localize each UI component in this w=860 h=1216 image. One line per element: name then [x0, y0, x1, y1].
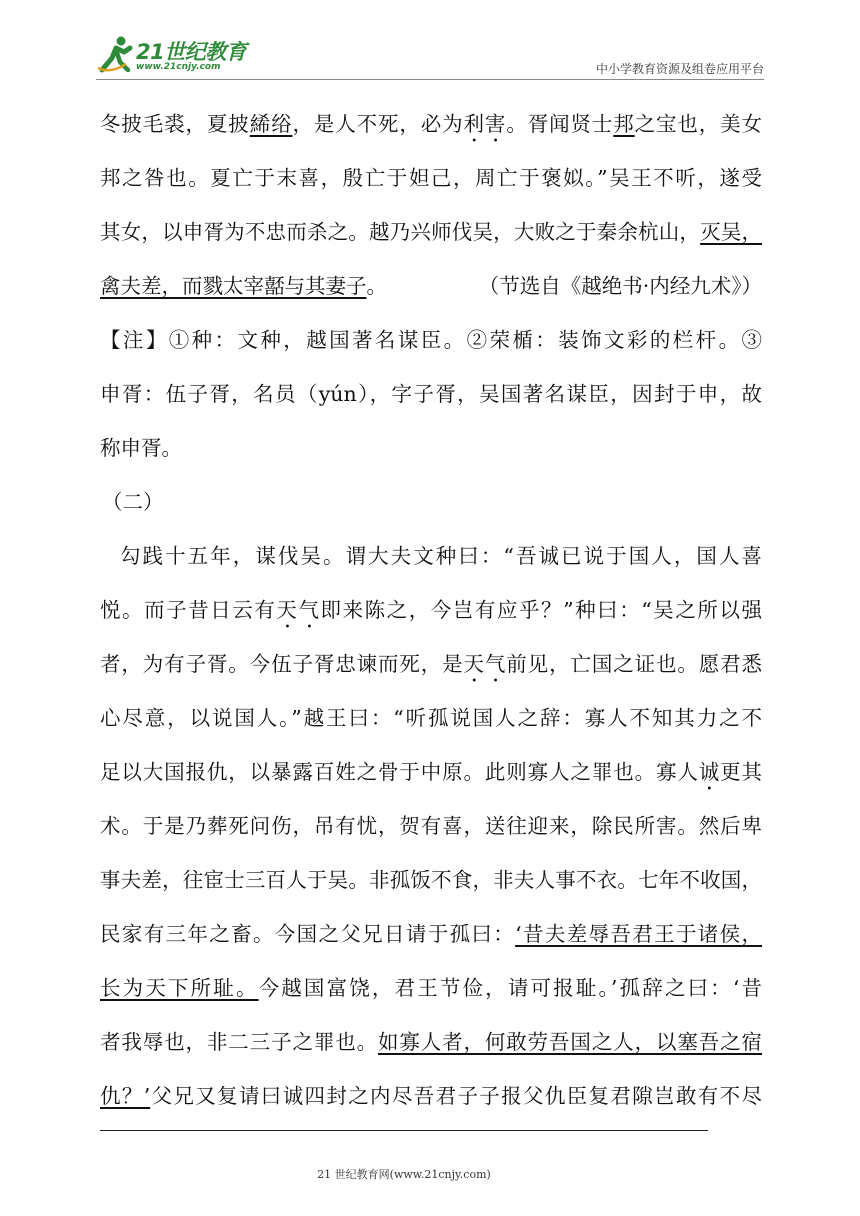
logo-text: 21世纪教育: [136, 40, 247, 64]
text-line: 冬披毛裘，夏披絺绤，是人不死，必为利害。胥闻贤士邦之宝也，美女: [100, 112, 763, 136]
dotted-word: 利害: [463, 112, 507, 136]
text-line: 邦之咎也。夏亡于末喜，殷亡于妲己，周亡于褒姒。”吴王不听，遂受: [100, 166, 762, 190]
source-citation: （节选自《越绝书·内经九术》）: [478, 274, 762, 298]
logo-url: www.21cnjy.com: [136, 62, 221, 72]
dotted-word: 天气: [463, 652, 507, 676]
underlined-sentence: 长为天下所耻。: [100, 976, 259, 1000]
underlined-sentence: 禽夫差，而戮太宰嚭与其妻子: [100, 274, 367, 298]
dotted-word: 天气: [276, 598, 321, 622]
text-line: 术。于是乃葬死问伤，吊有忧，贺有喜，送往迎来，除民所害。然后卑: [100, 814, 762, 838]
text-line: 足以大国报仇，以暴露百姓之骨于中原。此则寡人之罪也。寡人诚更其: [100, 760, 763, 784]
note-line: 申胥：伍子胥，名员（yún），字子胥，吴国著名谋臣，因封于申，故: [100, 382, 762, 406]
text-line: 仇？’父兄又复请曰诚四封之内尽吾君子子报父仇臣复君隙岂敢有不尽: [100, 1084, 762, 1108]
footer-divider: [100, 1130, 708, 1131]
text-line: 悦。而子昔日云有天气即来陈之，今岂有应乎？”种曰：“吴之所以强: [100, 598, 763, 622]
text-line: 禽夫差，而戮太宰嚭与其妻子。 （节选自《越绝书·内经九术》）: [100, 274, 762, 298]
note-line: 称申胥。: [100, 436, 182, 460]
text-line: 心尽意，以说国人。”越王曰：“听孤说国人之辞：寡人不知其力之不: [100, 706, 762, 730]
underlined-sentence: 灭吴，: [700, 220, 763, 244]
text-line: 者我辱也，非二三子之罪也。如寡人者，何敢劳吾国之人，以塞吾之宿: [100, 1030, 762, 1054]
site-logo: [96, 34, 266, 76]
text-line: 者，为有子胥。今伍子胥忠谏而死，是天气前见，亡国之证也。愿君悉: [100, 652, 763, 676]
underlined-sentence: 如寡人者，何敢劳吾国之人，以塞吾之宿: [377, 1030, 762, 1054]
page-footer: 21 世纪教育网(www.21cnjy.com): [317, 1168, 491, 1181]
page-header: [96, 34, 764, 80]
text-line: 勾践十五年，谋伐吴。谓大夫文种曰：“吾诚已说于国人，国人喜: [120, 544, 762, 568]
runner-logo-icon: [96, 34, 136, 76]
underlined-sentence: 仇？’: [100, 1084, 151, 1108]
text-line: 其女，以申胥为不忠而杀之。越乃兴师伐吴，大败之于秦余杭山，灭吴，: [100, 220, 763, 244]
section-label: （二）: [102, 490, 164, 514]
note-line: 【注】①种：文种，越国著名谋臣。②荣楯：装饰文彩的栏杆。③: [100, 328, 762, 352]
platform-title: 中小学教育资源及组卷应用平台: [595, 62, 764, 76]
underlined-word: 絺绤: [249, 112, 293, 136]
text-line: 长为天下所耻。今越国富饶，君王节俭，请可报耻。’孤辞之曰：‘昔: [100, 976, 762, 1000]
text-line: 事夫差，往宦士三百人于吴。非孤饭不食，非夫人事不衣。七年不收国，: [100, 868, 762, 892]
dotted-word: 诚: [698, 760, 721, 784]
header-divider: [96, 79, 764, 80]
underlined-word: 邦: [613, 112, 635, 136]
underlined-sentence: ‘昔夫差辱吾君王于诸侯，: [515, 922, 762, 946]
text-line: 民家有三年之畜。今国之父兄日请于孤曰：‘昔夫差辱吾君王于诸侯，: [100, 922, 762, 946]
